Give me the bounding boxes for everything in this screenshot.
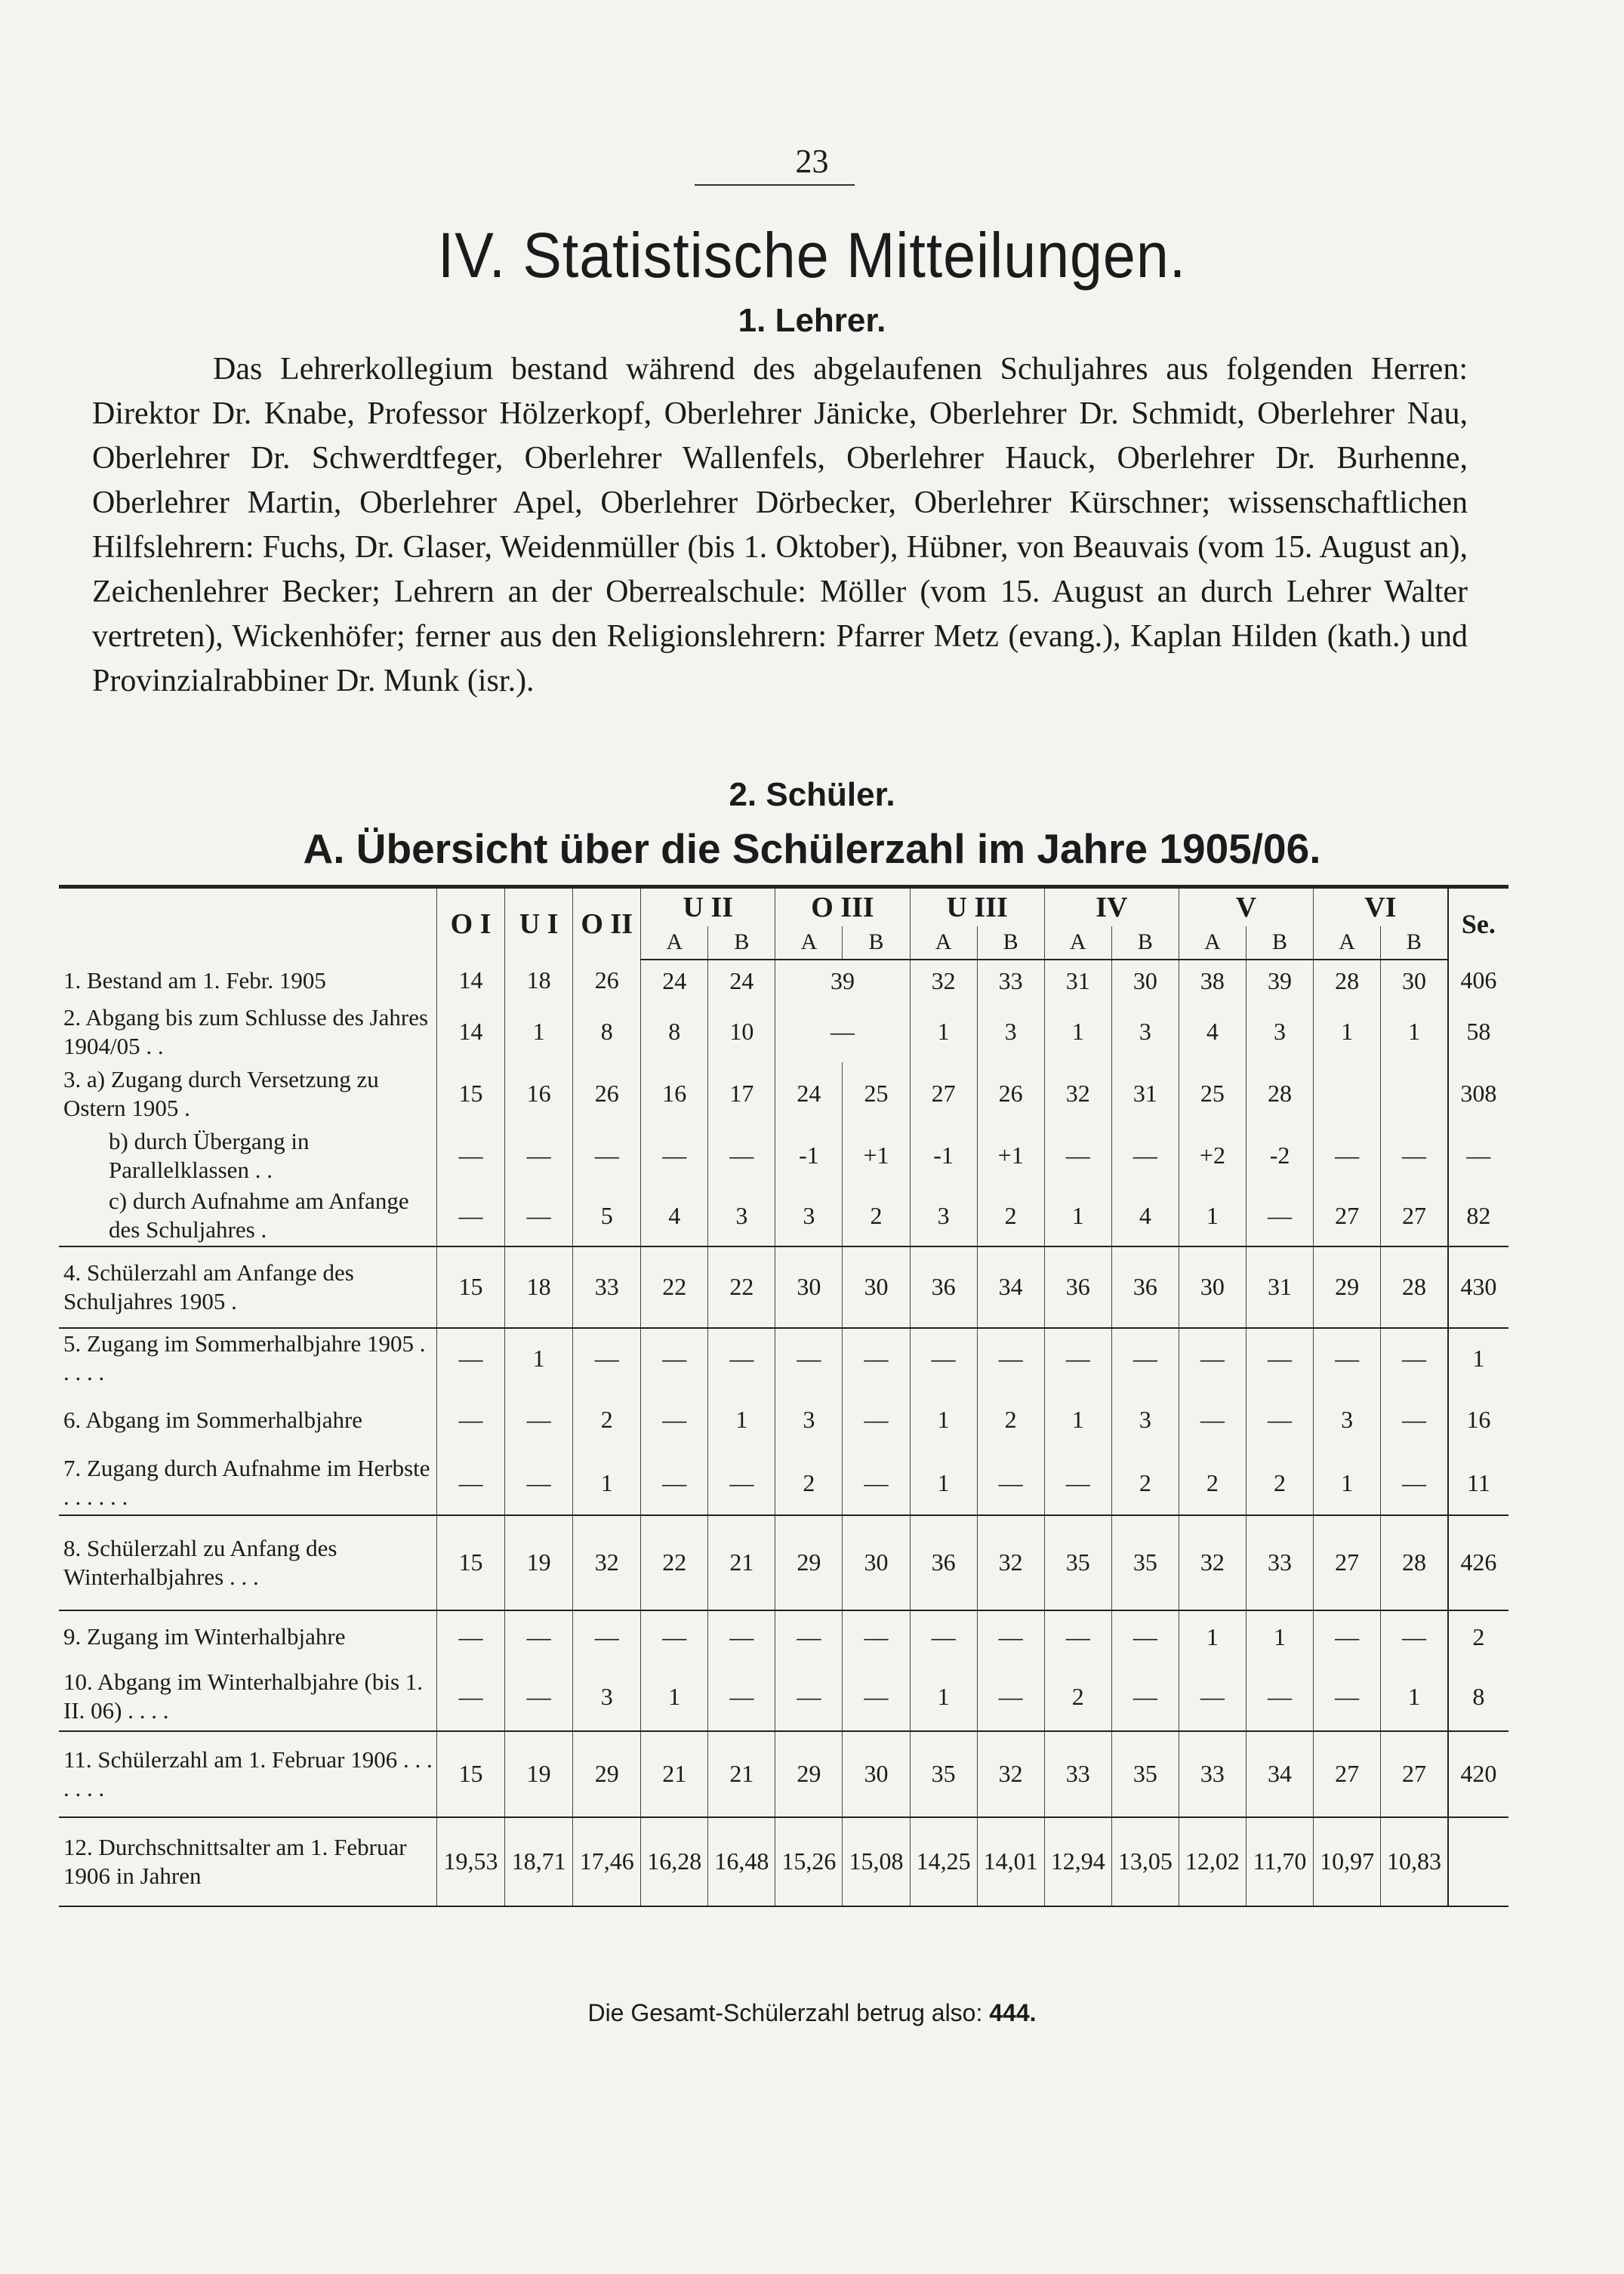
cell-oi: —: [437, 1126, 505, 1186]
cell-uiii-a: 36: [910, 1515, 977, 1610]
cell-ui: 18: [505, 1246, 573, 1328]
cell-iv-b: —: [1111, 1610, 1179, 1663]
cell-se: 1: [1448, 1328, 1508, 1388]
cell-v-a: 2: [1179, 1452, 1246, 1515]
cell-vi-a: —: [1314, 1610, 1381, 1663]
cell-ui: —: [505, 1388, 573, 1452]
cell-v-a: 4: [1179, 1002, 1246, 1062]
cell-v-a: 33: [1179, 1731, 1246, 1817]
cell-oiii-b: —: [843, 1610, 910, 1663]
cell-uii-a: 22: [641, 1246, 708, 1328]
cell-uiii-b: 33: [977, 960, 1044, 1002]
cell-vi-b: 10,83: [1381, 1817, 1448, 1906]
cell-vi-b: [1381, 1062, 1448, 1126]
row-label: 8. Schülerzahl zu Anfang des Winterhalbjahres . . .: [59, 1515, 437, 1610]
cell-oii: 17,46: [573, 1817, 641, 1906]
cell-vi-a: 1: [1314, 1002, 1381, 1062]
cell-v-b: 31: [1246, 1246, 1313, 1328]
cell-uiii-b: 32: [977, 1731, 1044, 1817]
table-row: [59, 1388, 1508, 1452]
cell-uii-b: —: [708, 1328, 775, 1388]
cell-uii-b: —: [708, 1663, 775, 1731]
cell-se: 58: [1448, 1002, 1508, 1062]
cell-uii-a: —: [641, 1388, 708, 1452]
cell-uii-a: 1: [641, 1663, 708, 1731]
cell-vi-b: 27: [1381, 1731, 1448, 1817]
cell-v-a: —: [1179, 1388, 1246, 1452]
cell-v-b: 11,70: [1246, 1817, 1313, 1906]
cell-ui: 18: [505, 960, 573, 1002]
cell-se: 8: [1448, 1663, 1508, 1731]
cell-oiii-b: 30: [843, 1246, 910, 1328]
row-label: 5. Zugang im Sommerhalbjahre 1905 . . . . .: [59, 1328, 437, 1388]
subheader-b: B: [977, 926, 1044, 960]
cell-oii: —: [573, 1328, 641, 1388]
row-label: 6. Abgang im Sommerhalbjahre: [63, 1406, 363, 1433]
cell-oii: —: [573, 1610, 641, 1663]
cell-oi: —: [437, 1186, 505, 1246]
cell-v-b: -2: [1246, 1126, 1313, 1186]
cell-vi-b: 28: [1381, 1515, 1448, 1610]
cell-vi-a: [1314, 1062, 1381, 1126]
cell-iv-a: —: [1044, 1452, 1111, 1515]
cell-uiii-b: —: [977, 1452, 1044, 1515]
cell-iv-a: 1: [1044, 1186, 1111, 1246]
cell-iv-a: 31: [1044, 960, 1111, 1002]
cell-oiii-a: 29: [775, 1515, 843, 1610]
cell-vi-a: —: [1314, 1663, 1381, 1731]
cell-vi-a: —: [1314, 1126, 1381, 1186]
cell-iv-a: —: [1044, 1126, 1111, 1186]
cell-se: —: [1448, 1126, 1508, 1186]
cell-oiii-b: 30: [843, 1515, 910, 1610]
cell-oii: 8: [573, 1002, 641, 1062]
cell-ui: 18,71: [505, 1817, 573, 1906]
cell-vi-b: 28: [1381, 1246, 1448, 1328]
cell-oii: 1: [573, 1452, 641, 1515]
cell-uiii-b: —: [977, 1663, 1044, 1731]
cell-oiii-merged: —: [775, 1002, 910, 1062]
row-label: 7. Zugang durch Aufnahme im Herbste . . . . . .: [63, 1455, 430, 1510]
table-row: [59, 1186, 1508, 1246]
cell-vi-a: 29: [1314, 1246, 1381, 1328]
cell-oii: 5: [573, 1186, 641, 1246]
cell-vi-b: —: [1381, 1328, 1448, 1388]
cell-se: 430: [1448, 1246, 1508, 1328]
cell-vi-a: 27: [1314, 1515, 1381, 1610]
subheader-b: B: [843, 926, 910, 960]
cell-se: 308: [1448, 1062, 1508, 1126]
cell-uii-a: 21: [641, 1731, 708, 1817]
cell-ui: —: [505, 1186, 573, 1246]
cell-oiii-a: 3: [775, 1388, 843, 1452]
cell-se: 2: [1448, 1610, 1508, 1663]
cell-oiii-b: 25: [843, 1062, 910, 1126]
cell-uii-a: 24: [641, 960, 708, 1002]
cell-oii: 33: [573, 1246, 641, 1328]
student-statistics-table-wrapper: [59, 885, 1508, 1907]
cell-oi: —: [437, 1610, 505, 1663]
cell-vi-a: 28: [1314, 960, 1381, 1002]
cell-v-a: 25: [1179, 1062, 1246, 1126]
cell-uiii-b: 14,01: [977, 1817, 1044, 1906]
teachers-paragraph-text: Das Lehrerkollegium bestand während des abgelaufenen Schuljahres aus folgenden Herren: Direktor Dr. Knabe, Professor Hölzerkopf, Oberlehrer Jänicke, Oberlehrer Dr. Schmidt, Oberlehrer Nau, Oberlehrer Dr. Schwerdtfeger, Oberlehrer Wallenfels, Oberlehrer Hauck, Oberlehrer Dr. Burhenne, Oberlehrer Martin, Oberlehrer Apel, Oberlehrer Dörbecker, Oberlehrer Kürschner; wissenschaftlichen Hilfslehrern: Fuchs, Dr. Glaser, Weidenmüller (bis 1. Oktober), Hübner, von Beauvais (vom 15. August an), Zeichenlehrer Becker; Lehrern an der Oberrealschule: Möller (vom 15. August an durch Lehrer Walter vertreten), Wickenhöfer; ferner aus den Religionslehrern: Pfarrer Metz (evang.), Kaplan Hilden (kath.) und Provinzialrabbiner Dr. Munk (isr.).: [92, 352, 1468, 698]
cell-uii-a: —: [641, 1328, 708, 1388]
cell-ui: 19: [505, 1731, 573, 1817]
cell-vi-a: —: [1314, 1328, 1381, 1388]
cell-se: 11: [1448, 1452, 1508, 1515]
cell-uiii-a: 3: [910, 1186, 977, 1246]
cell-oii: —: [573, 1126, 641, 1186]
cell-ui: —: [505, 1452, 573, 1515]
cell-uiii-a: —: [910, 1328, 977, 1388]
cell-iv-b: 2: [1111, 1452, 1179, 1515]
cell-v-a: 1: [1179, 1186, 1246, 1246]
header-uiii: U III: [910, 887, 1044, 926]
cell-uii-a: —: [641, 1126, 708, 1186]
subheader-a: A: [1179, 926, 1246, 960]
cell-v-b: —: [1246, 1663, 1313, 1731]
cell-uiii-b: 34: [977, 1246, 1044, 1328]
cell-v-b: 1: [1246, 1610, 1313, 1663]
cell-uiii-b: 32: [977, 1515, 1044, 1610]
cell-oi: 14: [437, 1002, 505, 1062]
cell-uiii-a: -1: [910, 1126, 977, 1186]
cell-oiii-a: 15,26: [775, 1817, 843, 1906]
cell-oiii-a: 3: [775, 1186, 843, 1246]
subheader-b: B: [1246, 926, 1313, 960]
cell-v-a: 32: [1179, 1515, 1246, 1610]
cell-uiii-b: 2: [977, 1186, 1044, 1246]
cell-uii-a: 22: [641, 1515, 708, 1610]
cell-uiii-b: 26: [977, 1062, 1044, 1126]
cell-iv-b: 30: [1111, 960, 1179, 1002]
cell-uiii-a: 1: [910, 1452, 977, 1515]
cell-oiii-b: 2: [843, 1186, 910, 1246]
cell-iv-b: 36: [1111, 1246, 1179, 1328]
table-row: [59, 960, 1508, 1002]
table-row: [59, 1452, 1508, 1515]
row-label: 4. Schülerzahl am Anfange des Schuljahres 1905 .: [59, 1246, 437, 1328]
subheader-b: B: [708, 926, 775, 960]
header-uii: U II: [641, 887, 775, 926]
cell-se: 406: [1448, 960, 1508, 1002]
cell-se: 16: [1448, 1388, 1508, 1452]
subheader-a: A: [910, 926, 977, 960]
cell-iv-b: 3: [1111, 1002, 1179, 1062]
cell-v-b: 33: [1246, 1515, 1313, 1610]
cell-v-a: +2: [1179, 1126, 1246, 1186]
header-v: V: [1179, 887, 1313, 926]
cell-oii: 26: [573, 960, 641, 1002]
table-title: A. Übersicht über die Schülerzahl im Jahre 1905/06.: [303, 825, 1321, 872]
cell-oi: 15: [437, 1062, 505, 1126]
cell-uiii-a: 36: [910, 1246, 977, 1328]
cell-uiii-a: 14,25: [910, 1817, 977, 1906]
cell-uii-b: 3: [708, 1186, 775, 1246]
cell-uii-a: 8: [641, 1002, 708, 1062]
cell-iv-b: 35: [1111, 1515, 1179, 1610]
table-row: [59, 1246, 1508, 1328]
cell-uii-b: 24: [708, 960, 775, 1002]
row-label: 3. a) Zugang durch Versetzung zu Ostern 1905 .: [63, 1065, 379, 1121]
subheader-b: B: [1111, 926, 1179, 960]
table-row: [59, 1126, 1508, 1186]
cell-vi-a: 27: [1314, 1186, 1381, 1246]
cell-oiii-b: —: [843, 1663, 910, 1731]
cell-uii-b: —: [708, 1610, 775, 1663]
cell-iv-a: 36: [1044, 1246, 1111, 1328]
cell-oiii-b: 30: [843, 1731, 910, 1817]
cell-se: 426: [1448, 1515, 1508, 1610]
cell-iv-a: 1: [1044, 1002, 1111, 1062]
cell-uiii-b: 3: [977, 1002, 1044, 1062]
cell-iv-b: —: [1111, 1663, 1179, 1731]
section-heading-students: 2. Schüler.: [729, 776, 895, 813]
page-number: 23: [795, 143, 829, 180]
subheader-b: B: [1381, 926, 1448, 960]
cell-oiii-a: 2: [775, 1452, 843, 1515]
cell-v-b: —: [1246, 1186, 1313, 1246]
cell-uii-b: 10: [708, 1002, 775, 1062]
cell-uiii-a: 32: [910, 960, 977, 1002]
cell-uiii-a: 35: [910, 1731, 977, 1817]
table-row: [59, 1002, 1508, 1062]
cell-vi-b: —: [1381, 1610, 1448, 1663]
cell-oiii-b: —: [843, 1388, 910, 1452]
header-blank: [59, 887, 437, 960]
cell-iv-a: 32: [1044, 1062, 1111, 1126]
cell-oii: 32: [573, 1515, 641, 1610]
cell-ui: 1: [505, 1328, 573, 1388]
cell-uiii-a: —: [910, 1610, 977, 1663]
row-label: 1. Bestand am 1. Febr. 1905: [63, 966, 326, 994]
cell-oiii-a: -1: [775, 1126, 843, 1186]
cell-v-b: 28: [1246, 1062, 1313, 1126]
header-vi: VI: [1314, 887, 1448, 926]
cell-iv-a: 2: [1044, 1663, 1111, 1731]
cell-uii-b: 16,48: [708, 1817, 775, 1906]
cell-oii: 26: [573, 1062, 641, 1126]
cell-uii-a: 4: [641, 1186, 708, 1246]
cell-ui: 1: [505, 1002, 573, 1062]
cell-uiii-a: 27: [910, 1062, 977, 1126]
cell-oi: —: [437, 1388, 505, 1452]
cell-iv-a: 33: [1044, 1731, 1111, 1817]
cell-oi: 19,53: [437, 1817, 505, 1906]
cell-oiii-b: 15,08: [843, 1817, 910, 1906]
row-label: 11. Schülerzahl am 1. Februar 1906 . . . . . . .: [59, 1731, 437, 1817]
cell-iv-a: 12,94: [1044, 1817, 1111, 1906]
subheader-a: A: [775, 926, 843, 960]
cell-vi-b: 27: [1381, 1186, 1448, 1246]
cell-iv-b: 35: [1111, 1731, 1179, 1817]
cell-oi: —: [437, 1663, 505, 1731]
row-label: 9. Zugang im Winterhalbjahre: [59, 1610, 437, 1663]
row-label: 10. Abgang im Winterhalbjahre (bis 1. II. 06) . . . .: [63, 1669, 424, 1724]
cell-iv-b: 31: [1111, 1062, 1179, 1126]
cell-ui: —: [505, 1610, 573, 1663]
page-number-rule: [695, 184, 855, 186]
cell-oii: 2: [573, 1388, 641, 1452]
cell-oiii-merged: 39: [775, 960, 910, 1002]
cell-iv-a: 1: [1044, 1388, 1111, 1452]
page-title: IV. Statistische Mitteilungen.: [437, 220, 1187, 291]
cell-vi-b: —: [1381, 1452, 1448, 1515]
total-line: [0, 1999, 1624, 2027]
cell-vi-b: 1: [1381, 1002, 1448, 1062]
subheader-a: A: [1314, 926, 1381, 960]
header-oii: O II: [573, 887, 641, 960]
cell-oiii-b: +1: [843, 1126, 910, 1186]
cell-v-b: 39: [1246, 960, 1313, 1002]
cell-se: 82: [1448, 1186, 1508, 1246]
cell-uii-b: —: [708, 1452, 775, 1515]
cell-uii-b: 21: [708, 1515, 775, 1610]
cell-uii-a: —: [641, 1610, 708, 1663]
cell-v-a: 38: [1179, 960, 1246, 1002]
cell-oi: —: [437, 1452, 505, 1515]
cell-v-b: —: [1246, 1328, 1313, 1388]
header-se: Se.: [1448, 887, 1508, 960]
cell-iv-b: 13,05: [1111, 1817, 1179, 1906]
subheader-a: A: [641, 926, 708, 960]
cell-uiii-b: —: [977, 1328, 1044, 1388]
row-label: b) durch Übergang in Parallelklassen . .: [109, 1127, 310, 1183]
cell-oiii-b: —: [843, 1328, 910, 1388]
cell-uii-b: 21: [708, 1731, 775, 1817]
cell-v-a: 30: [1179, 1246, 1246, 1328]
cell-v-b: —: [1246, 1388, 1313, 1452]
cell-uiii-a: 1: [910, 1002, 977, 1062]
cell-uii-b: 17: [708, 1062, 775, 1126]
header-oiii: O III: [775, 887, 910, 926]
cell-oiii-a: 30: [775, 1246, 843, 1328]
cell-oi: 15: [437, 1731, 505, 1817]
cell-vi-a: 3: [1314, 1388, 1381, 1452]
cell-uiii-a: 1: [910, 1663, 977, 1731]
cell-uii-b: 22: [708, 1246, 775, 1328]
cell-v-a: 1: [1179, 1610, 1246, 1663]
cell-ui: 16: [505, 1062, 573, 1126]
cell-oi: 15: [437, 1246, 505, 1328]
section-heading-teachers: 1. Lehrer.: [738, 302, 886, 339]
cell-se: [1448, 1817, 1508, 1906]
cell-v-a: —: [1179, 1663, 1246, 1731]
row-label: 12. Durchschnittsalter am 1. Februar 1906 in Jahren: [59, 1817, 437, 1906]
table-row: [59, 1731, 1508, 1817]
cell-vi-b: —: [1381, 1388, 1448, 1452]
cell-v-b: 34: [1246, 1731, 1313, 1817]
cell-uiii-b: 2: [977, 1388, 1044, 1452]
cell-uiii-b: —: [977, 1610, 1044, 1663]
cell-iv-a: —: [1044, 1328, 1111, 1388]
cell-oi: —: [437, 1328, 505, 1388]
cell-iv-b: 3: [1111, 1388, 1179, 1452]
cell-vi-b: 1: [1381, 1663, 1448, 1731]
cell-uiii-b: +1: [977, 1126, 1044, 1186]
cell-v-a: 12,02: [1179, 1817, 1246, 1906]
cell-vi-a: 1: [1314, 1452, 1381, 1515]
table-row: [59, 1515, 1508, 1610]
cell-vi-a: 10,97: [1314, 1817, 1381, 1906]
student-statistics-table: [59, 885, 1508, 1907]
cell-iv-b: —: [1111, 1126, 1179, 1186]
row-label: c) durch Aufnahme am Anfange des Schuljahres .: [109, 1188, 409, 1243]
cell-uii-a: —: [641, 1452, 708, 1515]
cell-v-a: —: [1179, 1328, 1246, 1388]
cell-v-b: 3: [1246, 1002, 1313, 1062]
cell-ui: —: [505, 1663, 573, 1731]
header-oi: O I: [437, 887, 505, 960]
total-text: Die Gesamt-Schülerzahl betrug also:: [587, 1999, 983, 2026]
cell-vi-b: —: [1381, 1126, 1448, 1186]
table-row: [59, 1817, 1508, 1906]
cell-oi: 15: [437, 1515, 505, 1610]
subheader-a: A: [1044, 926, 1111, 960]
total-value: 444.: [989, 1999, 1037, 2026]
cell-iv-b: —: [1111, 1328, 1179, 1388]
cell-uii-a: 16: [641, 1062, 708, 1126]
cell-vi-b: 30: [1381, 960, 1448, 1002]
cell-se: 420: [1448, 1731, 1508, 1817]
table-row: [59, 1663, 1508, 1731]
cell-vi-a: 27: [1314, 1731, 1381, 1817]
header-iv: IV: [1044, 887, 1179, 926]
cell-oiii-a: 24: [775, 1062, 843, 1126]
cell-oiii-a: —: [775, 1610, 843, 1663]
cell-iv-a: 35: [1044, 1515, 1111, 1610]
cell-ui: —: [505, 1126, 573, 1186]
header-ui: U I: [505, 887, 573, 960]
cell-uiii-a: 1: [910, 1388, 977, 1452]
cell-iv-b: 4: [1111, 1186, 1179, 1246]
table-row: [59, 1610, 1508, 1663]
row-label: 2. Abgang bis zum Schlusse des Jahres 1904/05 . .: [63, 1003, 429, 1059]
cell-v-b: 2: [1246, 1452, 1313, 1515]
cell-oiii-a: —: [775, 1663, 843, 1731]
cell-uii-a: 16,28: [641, 1817, 708, 1906]
cell-oii: 29: [573, 1731, 641, 1817]
cell-oii: 3: [573, 1663, 641, 1731]
table-row: [59, 1328, 1508, 1388]
cell-iv-a: —: [1044, 1610, 1111, 1663]
cell-uii-b: —: [708, 1126, 775, 1186]
table-row: [59, 1062, 1508, 1126]
cell-oiii-a: 29: [775, 1731, 843, 1817]
cell-oi: 14: [437, 960, 505, 1002]
cell-oiii-b: —: [843, 1452, 910, 1515]
cell-uii-b: 1: [708, 1388, 775, 1452]
cell-ui: 19: [505, 1515, 573, 1610]
cell-oiii-a: —: [775, 1328, 843, 1388]
teachers-paragraph: [92, 347, 1468, 704]
